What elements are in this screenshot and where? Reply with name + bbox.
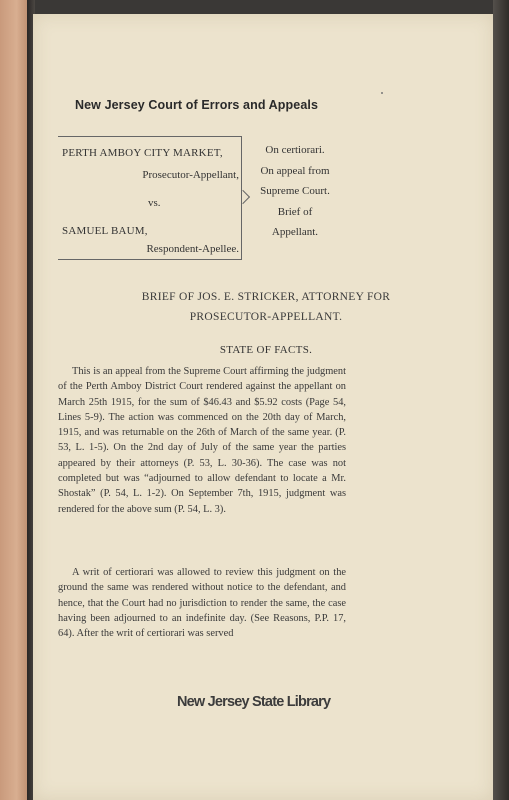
case-caption-box [58,136,242,260]
brief-title-line-2: PROSECUTOR-APPELLANT. [189,311,343,323]
library-stamp: New Jersey State Library [177,694,331,710]
proceeding-description [245,140,345,243]
scan-background-right [493,0,509,800]
body-paragraph: A writ of certiorari was allowed to review this judgment on the ground the same was rendered without notice to the defendant, and hence, that the Court had no jurisdiction to render the same, the case having been adjourned to an indefinite day. (See Reasons, P.P. 17, 64). After the writ of certiorari was served [58,567,346,640]
versus-label: vs. [148,197,161,209]
plaintiff-role: Prosecutor-Appellant, [142,169,239,181]
proceeding-line: Brief of [277,205,313,218]
plaintiff-name: PERTH AMBOY CITY MARKET, [62,147,223,159]
section-heading: STATE OF FACTS. [219,344,313,356]
proceeding-line: On certiorari. [265,144,325,156]
brief-title-line-1: BRIEF OF JOS. E. STRICKER, ATTORNEY FOR [141,291,391,303]
page-speck [381,92,383,94]
defendant-name: SAMUEL BAUM, [62,225,148,237]
proceeding-line: Appellant. [271,226,319,238]
adjacent-page-edge [0,0,30,800]
court-heading: New Jersey Court of Errors and Appeals [75,98,318,112]
body-paragraph: This is an appeal from the Supreme Court affirming the judgment of the Perth Amboy District Court rendered against the appellant on March 25th 1915, for the sum of $46.43 and $5.92 costs (Page 54, Lines 5-9). The action was commenced on the 20th day of March, 1915, and was returnable on the 26th of March of the same year. (P. 53, L. 1-5). On the 2nd day of July of the same year the parties appeared by their attorneys (P. 53, L. 30-36). The case was not completed but was “adjourned to allow defendant to locate a Mr. Shostak” (P. 54, L. 1-2). On September 7th, 1915, judgment was rendered for the above sum (P. 54, L. 3). [58,366,346,515]
defendant-role: Respondent-Apellee. [146,243,239,255]
brief-title [61,287,471,327]
proceeding-line: Supreme Court. [260,185,330,197]
document-page [33,14,493,800]
proceeding-line: On appeal from [260,164,330,177]
